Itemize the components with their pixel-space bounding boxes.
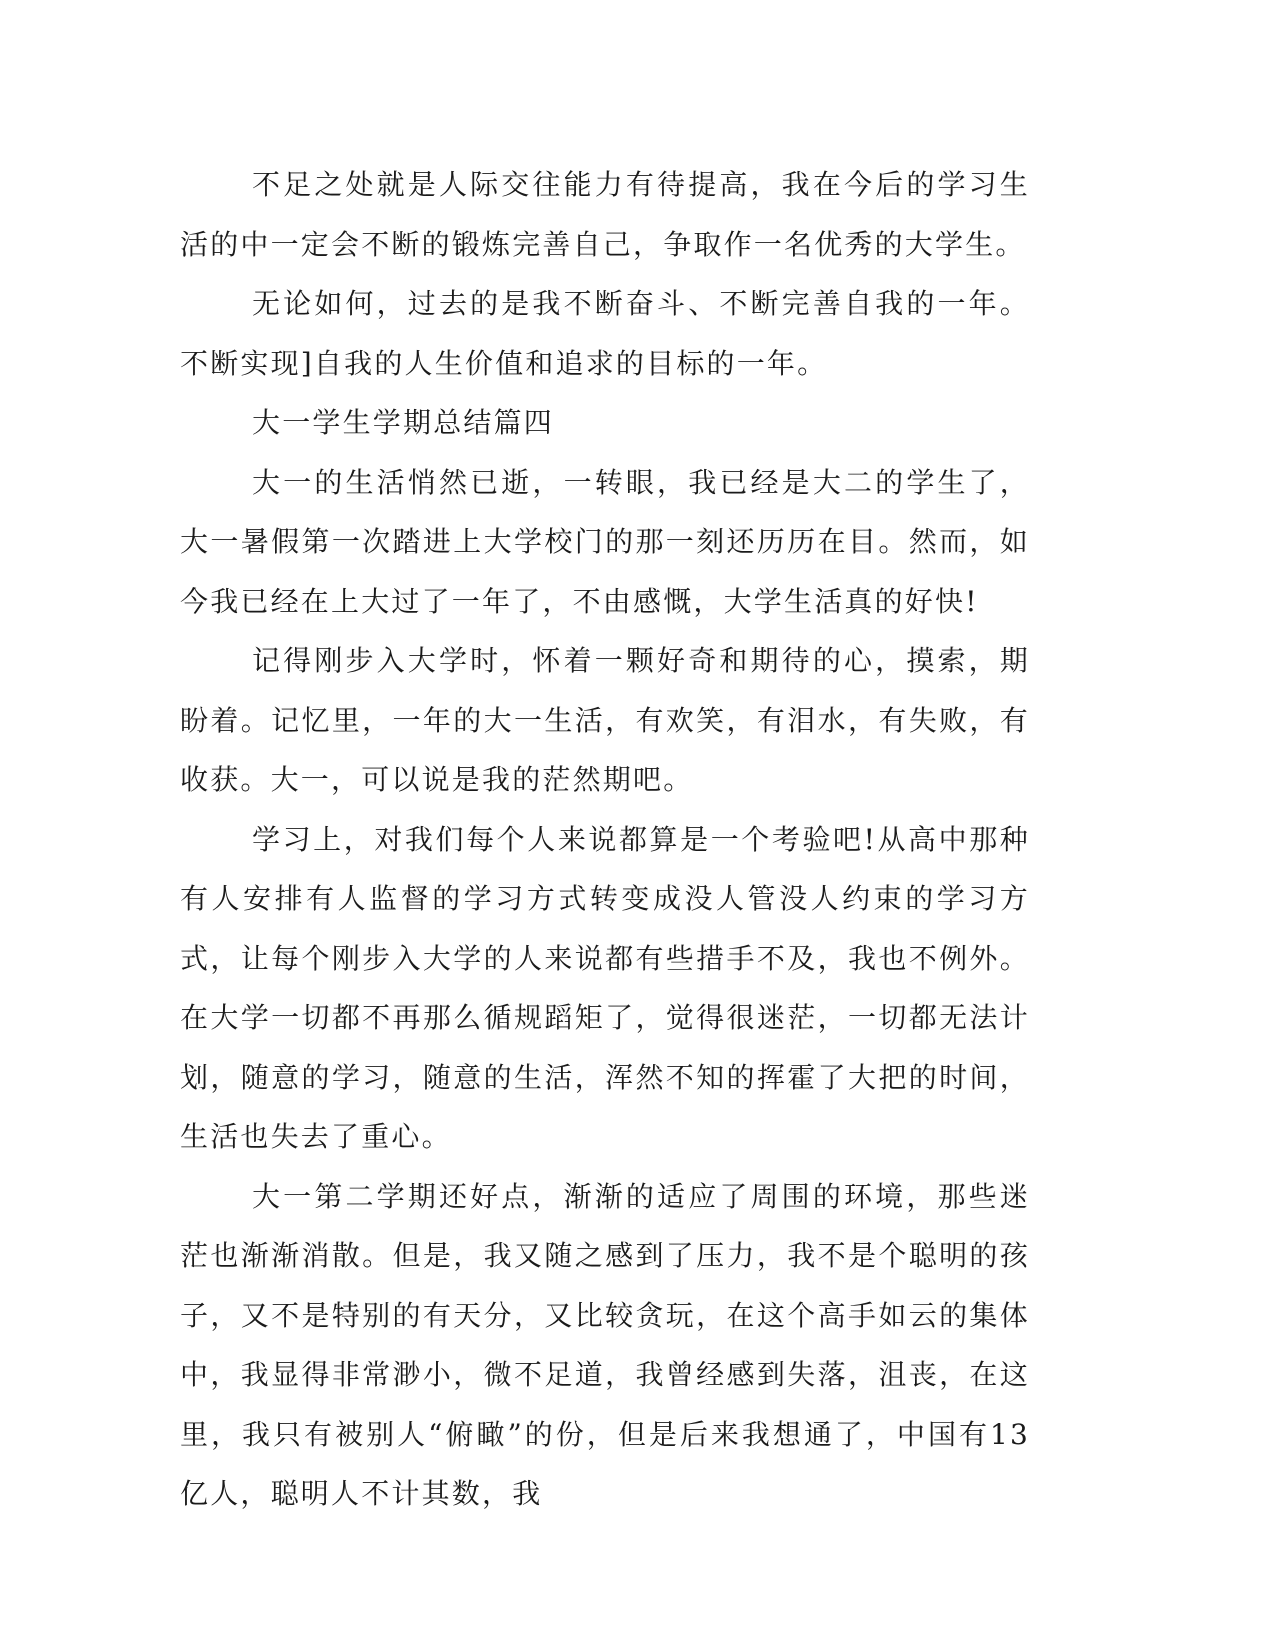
section-heading: 大一学生学期总结篇四 [252,406,555,439]
paragraph-shortcomings: 不足之处就是人际交往能力有待提高，我在今后的学习生活的中一定会不断的锻炼完善自己，争取作一名优秀的大学生。 [180,168,1030,261]
paragraph-reflection: 无论如何，过去的是我不断奋斗、不断完善自我的一年。不断实现]自我的人生价值和追求的目标的一年。 [180,287,1030,380]
document-body [180,155,1030,1524]
paragraph-second-semester: 大一第二学期还好点，渐渐的适应了周围的环境，那些迷茫也渐渐消散。但是，我又随之感到了压力，我不是个聪明的孩子，又不是特别的有天分，又比较贪玩，在这个高手如云的集体中，我显得非常渺小，微不足道，我曾经感到失落，沮丧，在这里，我只有被别人“俯瞰”的份，但是后来我想通了，中国有13亿人，聪明人不计其数，我 [180,1179,1030,1510]
paragraph-memories: 记得刚步入大学时，怀着一颗好奇和期待的心，摸索，期盼着。记忆里，一年的大一生活，有欢笑，有泪水，有失败，有收获。大一，可以说是我的茫然期吧。 [180,644,1030,796]
paragraph-study: 学习上，对我们每个人来说都算是一个考验吧!从高中那种有人安排有人监督的学习方式转变成没人管没人约束的学习方式，让每个刚步入大学的人来说都有些措手不及，我也不例外。在大学一切都不再那么循规蹈矩了，觉得很迷茫，一切都无法计划，随意的学习，随意的生活，浑然不知的挥霍了大把的时间，生活也失去了重心。 [180,822,1030,1153]
paragraph-intro: 大一的生活悄然已逝，一转眼，我已经是大二的学生了，大一暑假第一次踏进上大学校门的那一刻还历历在目。然而，如今我已经在上大过了一年了，不由感慨，大学生活真的好快! [180,465,1030,618]
